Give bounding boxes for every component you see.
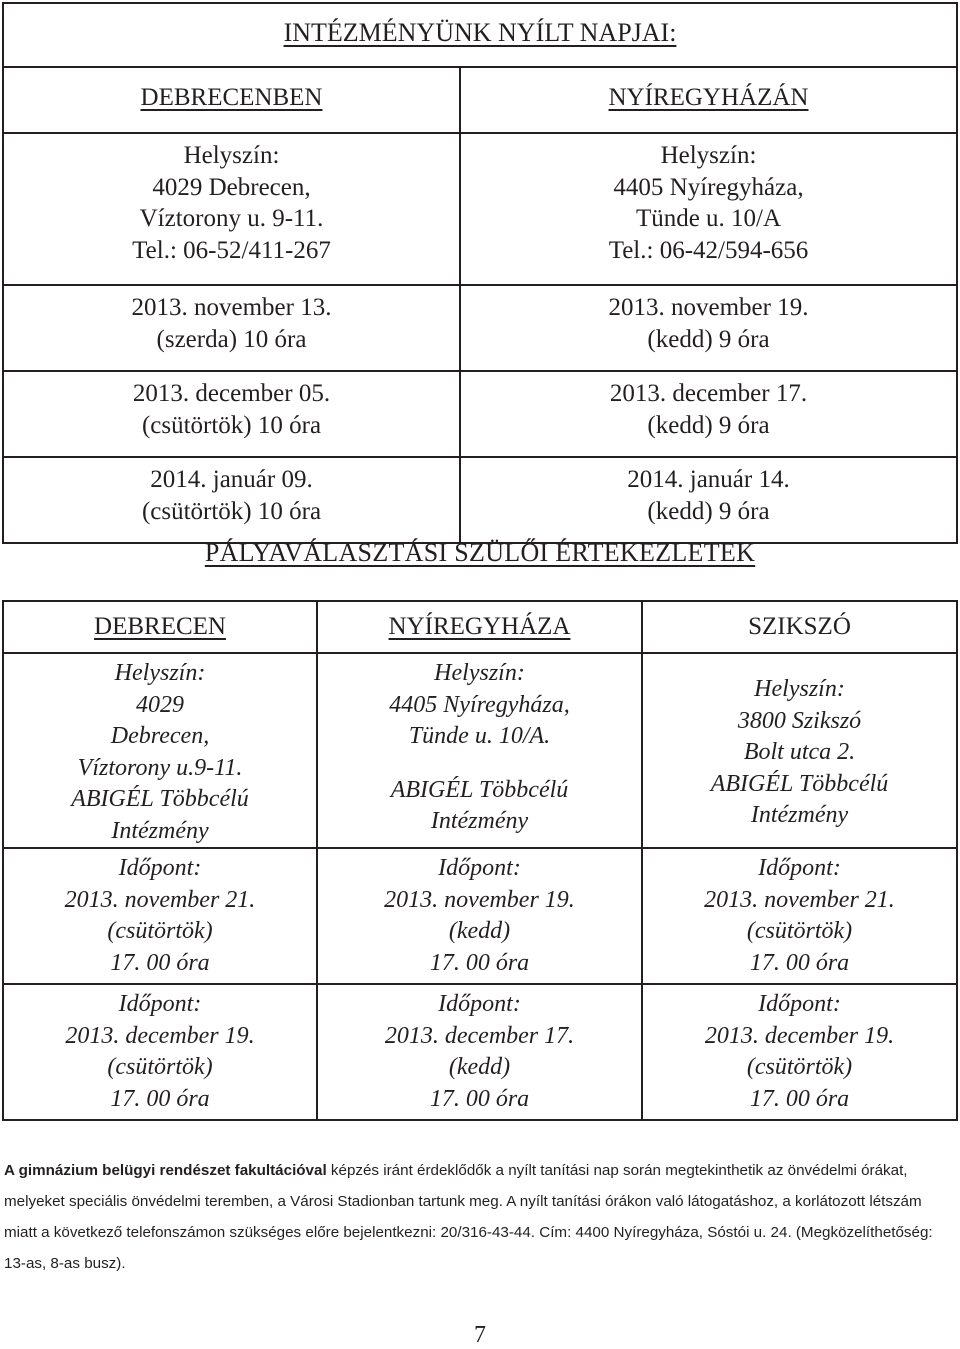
time-label: Időpont: bbox=[118, 855, 202, 881]
time-line: (kedd) 9 óra bbox=[647, 497, 770, 525]
weekday-line: (csütörtök) bbox=[746, 918, 853, 944]
time-label: Időpont: bbox=[118, 991, 202, 1017]
location-line: Tünde u. 10/A. bbox=[408, 723, 551, 749]
meeting-time bbox=[317, 848, 642, 984]
hour-line: 17. 00 óra bbox=[429, 1085, 530, 1112]
location-phone: Tel.: 06-42/594-656 bbox=[608, 236, 809, 264]
column-header: SZIKSZÓ bbox=[748, 613, 851, 640]
hour-line: 17. 00 óra bbox=[110, 949, 210, 976]
meeting-time bbox=[317, 984, 642, 1120]
time-label: Időpont: bbox=[438, 855, 521, 881]
time-line: (kedd) 9 óra bbox=[647, 325, 770, 353]
weekday-line: (csütörtök) bbox=[746, 1054, 853, 1080]
location-label: Helyszín: bbox=[660, 142, 757, 169]
time-label: Időpont: bbox=[758, 991, 841, 1017]
institution-line: ABIGÉL Többcélú bbox=[390, 776, 569, 803]
info-bold-lead: A gimnázium belügyi rendészet fakultációval bbox=[4, 1162, 327, 1179]
date-line: 2013. december 19. bbox=[704, 1022, 895, 1049]
meeting-time bbox=[3, 984, 317, 1120]
hour-line: 17. 00 óra bbox=[110, 1085, 210, 1112]
location-line: Tünde u. 10/A bbox=[635, 205, 782, 232]
location-label: Helyszín: bbox=[434, 660, 525, 686]
institution-line: ABIGÉL Többcélú bbox=[710, 770, 889, 797]
open-day-date bbox=[460, 371, 957, 457]
meeting-location-nyiregyhaza bbox=[317, 653, 642, 848]
weekday-line: (kedd) bbox=[448, 918, 511, 944]
location-phone: Tel.: 06-52/411-267 bbox=[132, 236, 331, 264]
meetings-title-text: PÁLYAVÁLASZTÁSI SZÜLŐI ÉRTEKEZLETEK bbox=[204, 538, 756, 567]
time-line: (kedd) 9 óra bbox=[647, 411, 770, 439]
open-days-title-cell bbox=[3, 3, 957, 67]
location-line: 3800 Szikszó bbox=[737, 707, 862, 734]
weekday-line: (kedd) bbox=[448, 1054, 511, 1080]
open-day-date bbox=[460, 457, 957, 543]
time-line: (csütörtök) 10 óra bbox=[141, 497, 322, 525]
open-day-date bbox=[460, 285, 957, 371]
location-line: Debrecen, bbox=[110, 723, 210, 749]
location-line: 4029 Debrecen, bbox=[152, 173, 311, 201]
date-line: 2014. január 14. bbox=[627, 466, 790, 493]
time-line: (szerda) 10 óra bbox=[156, 325, 307, 353]
institution-line: Intézmény bbox=[111, 817, 209, 844]
institution-line: Intézmény bbox=[430, 808, 529, 834]
meetings-table bbox=[2, 600, 958, 1121]
date-line: 2013. december 19. bbox=[65, 1022, 255, 1049]
time-label: Időpont: bbox=[438, 991, 521, 1017]
date-line: 2013. december 05. bbox=[132, 380, 331, 407]
info-paragraph bbox=[4, 1155, 956, 1279]
location-label: Helyszín: bbox=[183, 142, 280, 169]
column-header: NYÍREGYHÁZÁN bbox=[608, 84, 809, 111]
date-line: 2014. január 09. bbox=[150, 466, 313, 493]
open-day-date bbox=[3, 285, 460, 371]
date-line: 2013. november 21. bbox=[704, 886, 895, 913]
meetings-header-szikszo bbox=[642, 601, 957, 653]
time-line: (csütörtök) 10 óra bbox=[141, 411, 322, 439]
location-line: 4029 bbox=[136, 691, 184, 718]
page-number: 7 bbox=[474, 1322, 486, 1348]
open-day-date bbox=[3, 457, 460, 543]
location-line: Víztorony u.9-11. bbox=[77, 754, 243, 781]
time-label: Időpont: bbox=[758, 855, 841, 881]
meeting-time bbox=[3, 848, 317, 984]
date-line: 2013. november 19. bbox=[608, 294, 809, 321]
open-days-header-debrecen bbox=[3, 67, 460, 133]
column-header: DEBRECENBEN bbox=[140, 84, 323, 111]
hour-line: 17. 00 óra bbox=[749, 949, 850, 976]
date-line: 2013. november 21. bbox=[64, 886, 256, 913]
open-days-table bbox=[2, 2, 958, 544]
meeting-time bbox=[642, 984, 957, 1120]
open-days-header-nyiregyhaza bbox=[460, 67, 957, 133]
date-line: 2013. december 17. bbox=[384, 1022, 575, 1049]
open-day-date bbox=[3, 371, 460, 457]
meeting-location-debrecen bbox=[3, 653, 317, 848]
meetings-header-nyiregyhaza bbox=[317, 601, 642, 653]
weekday-line: (csütörtök) bbox=[107, 918, 213, 944]
weekday-line: (csütörtök) bbox=[107, 1054, 213, 1080]
column-header: NYÍREGYHÁZA bbox=[388, 613, 571, 640]
location-line: 4405 Nyíregyháza, bbox=[613, 173, 804, 201]
institution-line: Intézmény bbox=[750, 802, 849, 828]
date-line: 2013. november 19. bbox=[384, 886, 575, 913]
institution-line: ABIGÉL Többcélú bbox=[71, 786, 249, 812]
location-label: Helyszín: bbox=[114, 660, 206, 686]
date-line: 2013. november 13. bbox=[131, 294, 332, 321]
meeting-time bbox=[642, 848, 957, 984]
meeting-location-szikszo bbox=[642, 653, 957, 848]
location-label: Helyszín: bbox=[754, 676, 845, 702]
open-days-location-debrecen bbox=[3, 133, 460, 285]
hour-line: 17. 00 óra bbox=[429, 949, 530, 976]
location-line: 4405 Nyíregyháza, bbox=[389, 691, 570, 718]
hour-line: 17. 00 óra bbox=[749, 1085, 850, 1112]
meetings-section-title bbox=[0, 538, 960, 568]
meetings-header-debrecen bbox=[3, 601, 317, 653]
open-days-location-nyiregyhaza bbox=[460, 133, 957, 285]
date-line: 2013. december 17. bbox=[609, 380, 808, 407]
info-text: képzés iránt érdeklődők a nyílt tanítási nap során megtekinthetik az önvédelmi órákat, melyeket speciális önvédelmi teremben, a Városi Stadionban tartunk meg. A nyílt tanítási órákon való látogatáshoz, a korlátozott létszám miatt a következő telefonszámon szükséges előre bejelentkezni: 20/316-43-44. Cím: 4400 Nyíregyháza, Sóstói u. 24. (Megközelíthetőség: 13-as, 8-as busz). bbox=[4, 1162, 933, 1272]
column-header: DEBRECEN bbox=[94, 613, 226, 640]
open-days-title: INTÉZMÉNYÜNK NYÍLT NAPJAI: bbox=[283, 18, 677, 47]
location-line: Bolt utca 2. bbox=[743, 739, 856, 765]
location-line: Víztorony u. 9-11. bbox=[139, 205, 324, 232]
